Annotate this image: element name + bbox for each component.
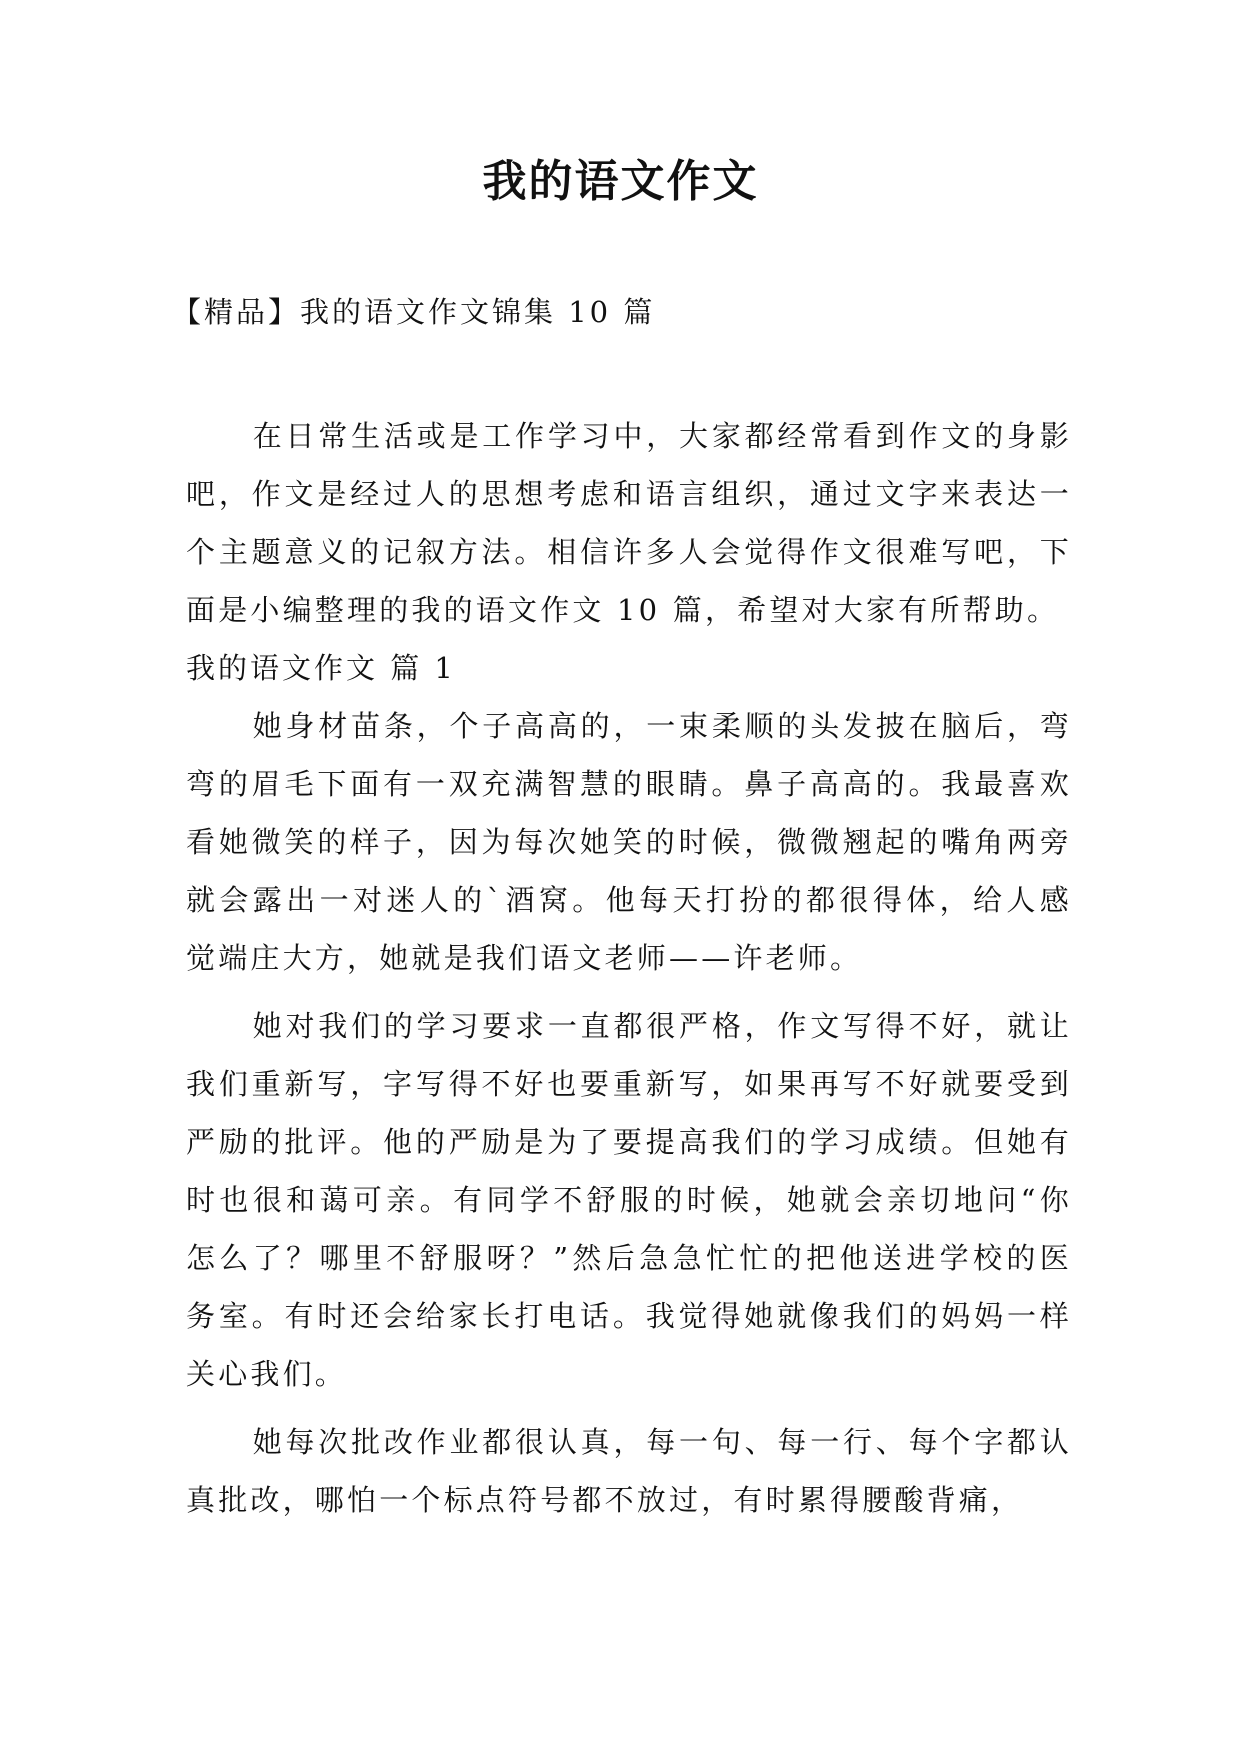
- intro-paragraph: 在日常生活或是工作学习中，大家都经常看到作文的身影吧，作文是经过人的思想考虑和语言组织，通过文字来表达一个主题意义的记叙方法。相信许多人会觉得作文很难写吧，下面是小编整理的我的语文作文 10 篇，希望对大家有所帮助。: [186, 419, 1072, 627]
- body-paragraph: 她每次批改作业都很认真，每一句、每一行、每个字都认真批改，哪怕一个标点符号都不放过，有时累得腰酸背痛，: [186, 1425, 1072, 1517]
- section-heading: 我的语文作文 篇 1: [186, 651, 456, 685]
- document-body: [186, 407, 1072, 1529]
- body-paragraph: 她身材苗条，个子高高的，一束柔顺的头发披在脑后，弯弯的眉毛下面有一双充满智慧的眼睛。鼻子高高的。我最喜欢看她微笑的样子，因为每次她笑的时候，微微翘起的嘴角两旁就会露出一对迷人的`酒窝。他每天打扮的都很得体，给人感觉端庄大方，她就是我们语文老师——许老师。: [186, 709, 1072, 975]
- document-title: 我的语文作文: [482, 156, 759, 207]
- body-paragraph: 她对我们的学习要求一直都很严格，作文写得不好，就让我们重新写，字写得不好也要重新写，如果再写不好就要受到严励的批评。他的严励是为了要提高我们的学习成绩。但她有时也很和蔼可亲。有同学不舒服的时候，她就会亲切地问“你怎么了？哪里不舒服呀？”然后急急忙忙的把他送进学校的医务室。有时还会给家长打电话。我觉得她就像我们的妈妈一样关心我们。: [186, 1009, 1072, 1391]
- document-subtitle: 【精品】我的语文作文锦集 10 篇: [172, 295, 656, 329]
